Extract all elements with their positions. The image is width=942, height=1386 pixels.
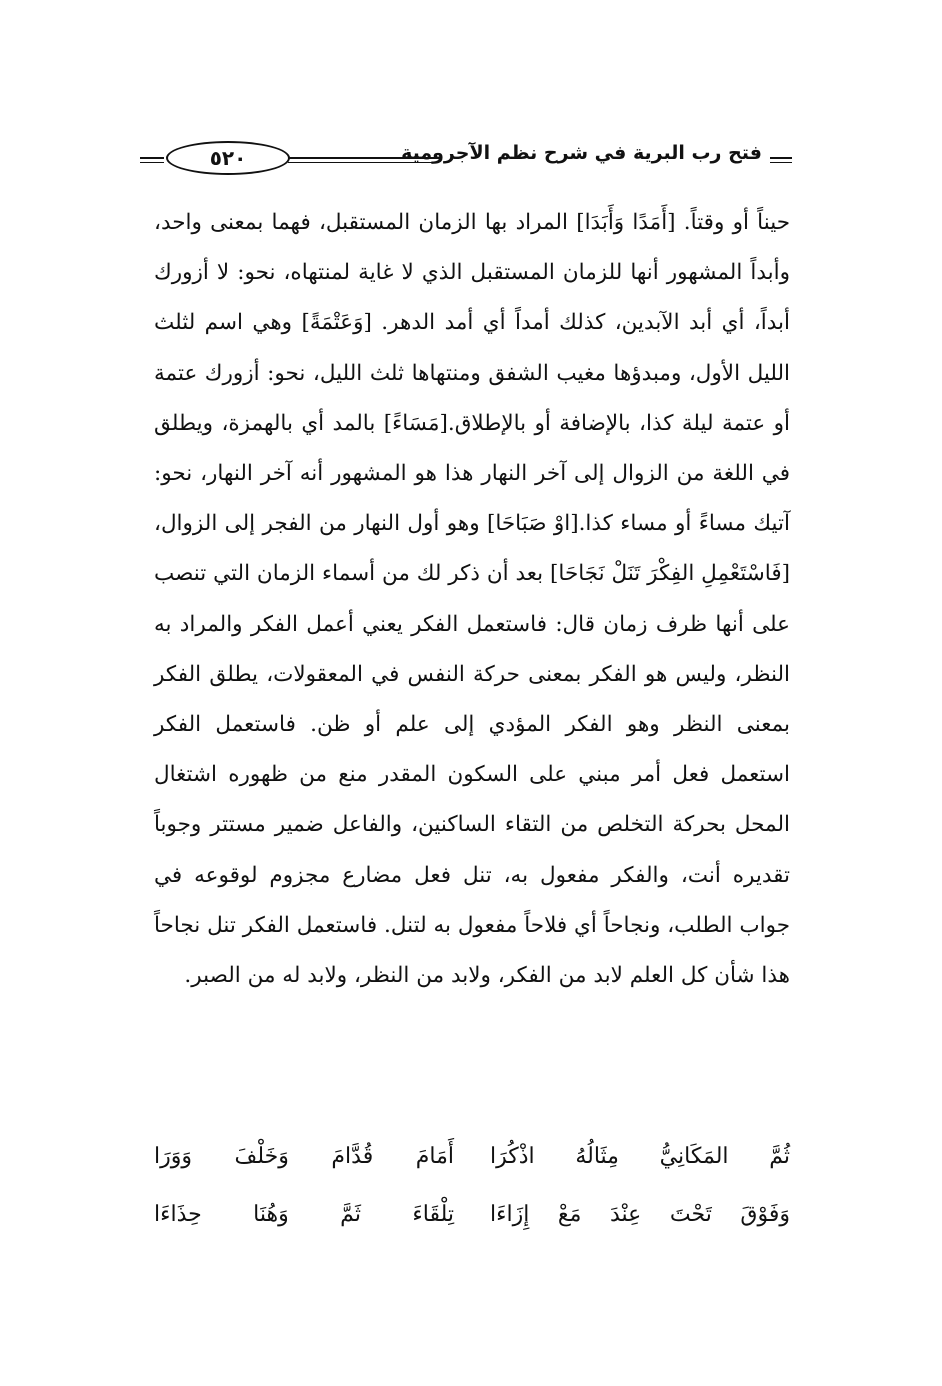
verse-2-second-hemistich: تِلْقَاءَ ثَمَّ وَهُنَا حِذَاءَا [154, 1202, 454, 1227]
body-text [154, 198, 790, 1001]
verse-1-second-hemistich: أَمَامَ قُدَّامَ وَخَلْفَ وَوَرَا [154, 1144, 454, 1169]
verse-block [154, 1128, 790, 1244]
body-paragraph: حيناً أو وقتاً. [أَمَدًا وَأَبَدَا] المراد بها الزمان المستقبل، فهما بمعنى واحد، وأبداً المشهور أنها للزمان المستقبل الذي لا غاية لمنتهاه، نحو: لا أزورك أبداً، أي أبد الآبدين، كذلك أمداً أي أمد الدهر. [وَعَتْمَةً] وهي اسم لثلث الليل الأول، ومبدؤها مغيب الشفق ومنتهاها ثلث الليل، نحو: أزورك عتمة أو عتمة ليلة كذا، بالإضافة أو بالإطلاق.[مَسَاءً] بالمد أي بالهمزة، ويطلق في اللغة من الزوال إلى آخر النهار هذا هو المشهور أنه آخر النهار، نحو: آتيك مساءً أو مساء كذا.[اوْ صَبَاحَا] وهو أول النهار من الفجر إلى الزوال،[فَاسْتَعْمِلِ الفِكْرَ تَنَلْ نَجَاحَا] بعد أن ذكر لك من أسماء الزمان التي تنصب على أنها ظرف زمان قال: فاستعمل الفكر يعني أعمل الفكر والمراد به النظر، وليس هو الفكر بمعنى حركة النفس في المعقولات، يطلق الفكر بمعنى النظر وهو الفكر المؤدي إلى علم أو ظن. فاستعمل الفكر استعمل فعل أمر مبني على السكون المقدر منع من ظهوره اشتغال المحل بحركة التخلص من التقاء الساكنين، والفاعل ضمير مستتر وجوباً تقديره أنت، والفكر مفعول به، تنل فعل مضارع مجزوم لوقوعه في جواب الطلب، ونجاحاً أي فلاحاً مفعول به لتنل. فاستعمل الفكر تنل نجاحاً هذا شأن كل العلم لابد من الفكر، ولابد من النظر، ولابد له من الصبر. [154, 210, 790, 989]
page-header [140, 140, 792, 180]
running-title: فتح رب البرية في شرح نظم الآجرومية [401, 142, 762, 164]
header-rule-right [770, 157, 792, 163]
page-number: ٥٢٠ [166, 141, 290, 175]
verse-line-2 [154, 1186, 790, 1244]
verse-1-first-hemistich: ثُمَّ المَكَانِيُّ مِثَالُهُ اذْكُرَا [490, 1144, 790, 1169]
header-rule-left [140, 157, 164, 163]
verse-line-1 [154, 1128, 790, 1186]
verse-2-first-hemistich: وَفَوْقَ تَحْتَ عِنْدَ مَعْ إِزَاءَا [490, 1202, 790, 1227]
header-rule-middle [288, 157, 438, 163]
